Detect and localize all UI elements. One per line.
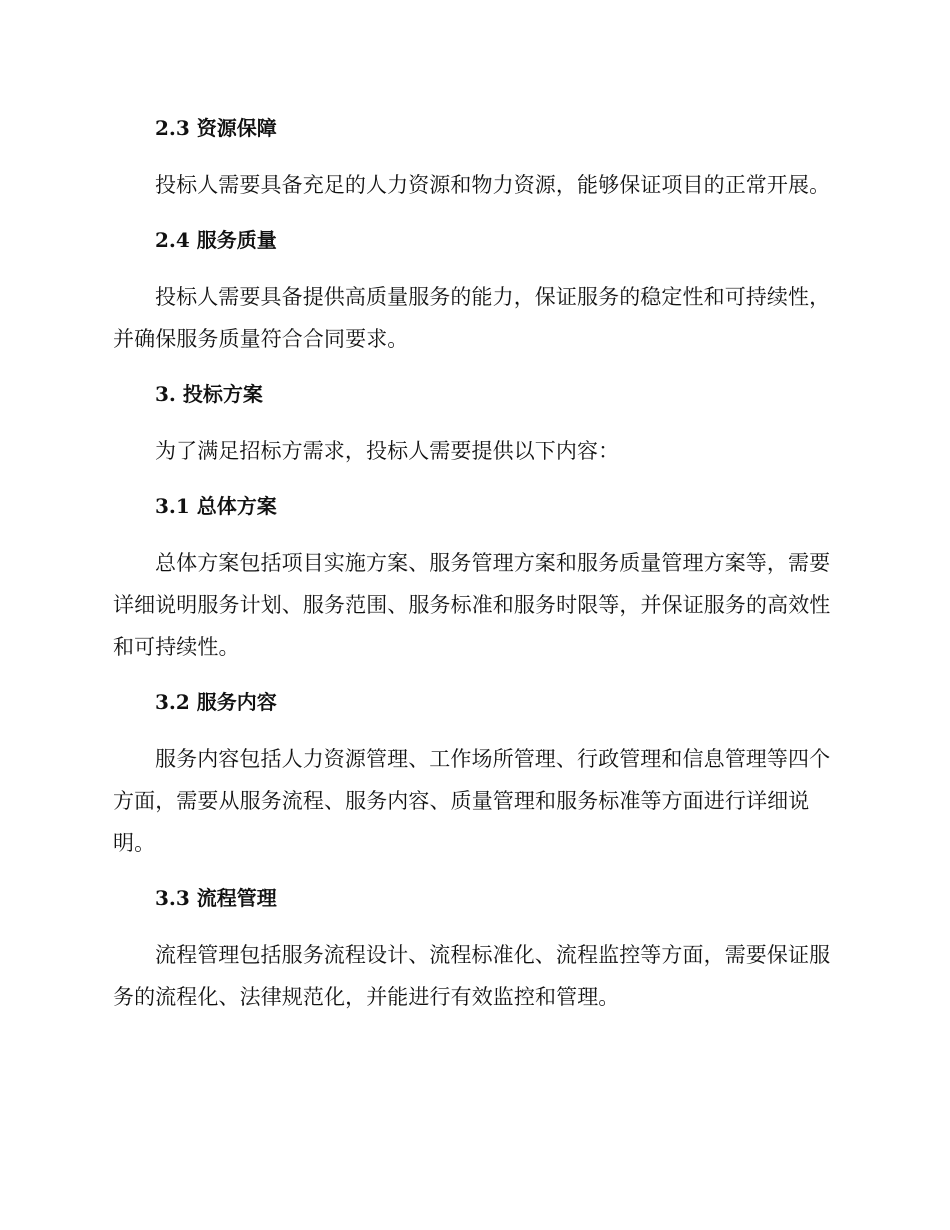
document-body [113, 108, 831, 1032]
section-paragraph-2-3: 投标人需要具备充足的人力资源和物力资源，能够保证项目的正常开展。 [155, 173, 831, 197]
section-paragraph-3-3: 流程管理包括服务流程设计、流程标准化、流程监控等方面，需要保证服务的流程化、法律规范化，并能进行有效监控和管理。 [113, 943, 831, 1009]
section-paragraph-2-4: 投标人需要具备提供高质量服务的能力，保证服务的稳定性和可持续性，并确保服务质量符合合同要求。 [113, 285, 831, 351]
section-heading-3-1: 3.1 总体方案 [155, 494, 277, 518]
section-heading-3-2: 3.2 服务内容 [155, 690, 277, 714]
section-paragraph-3-2: 服务内容包括人力资源管理、工作场所管理、行政管理和信息管理等四个方面，需要从服务流程、服务内容、质量管理和服务标准等方面进行详细说明。 [113, 747, 831, 855]
section-heading-2-4: 2.4 服务质量 [155, 228, 277, 252]
section-heading-3-3: 3.3 流程管理 [155, 886, 277, 910]
section-paragraph-3-1: 总体方案包括项目实施方案、服务管理方案和服务质量管理方案等，需要详细说明服务计划、服务范围、服务标准和服务时限等，并保证服务的高效性和可持续性。 [113, 551, 831, 659]
section-heading-3: 3. 投标方案 [155, 382, 263, 406]
section-paragraph-3: 为了满足招标方需求，投标人需要提供以下内容： [155, 439, 620, 463]
section-heading-2-3: 2.3 资源保障 [155, 116, 277, 140]
